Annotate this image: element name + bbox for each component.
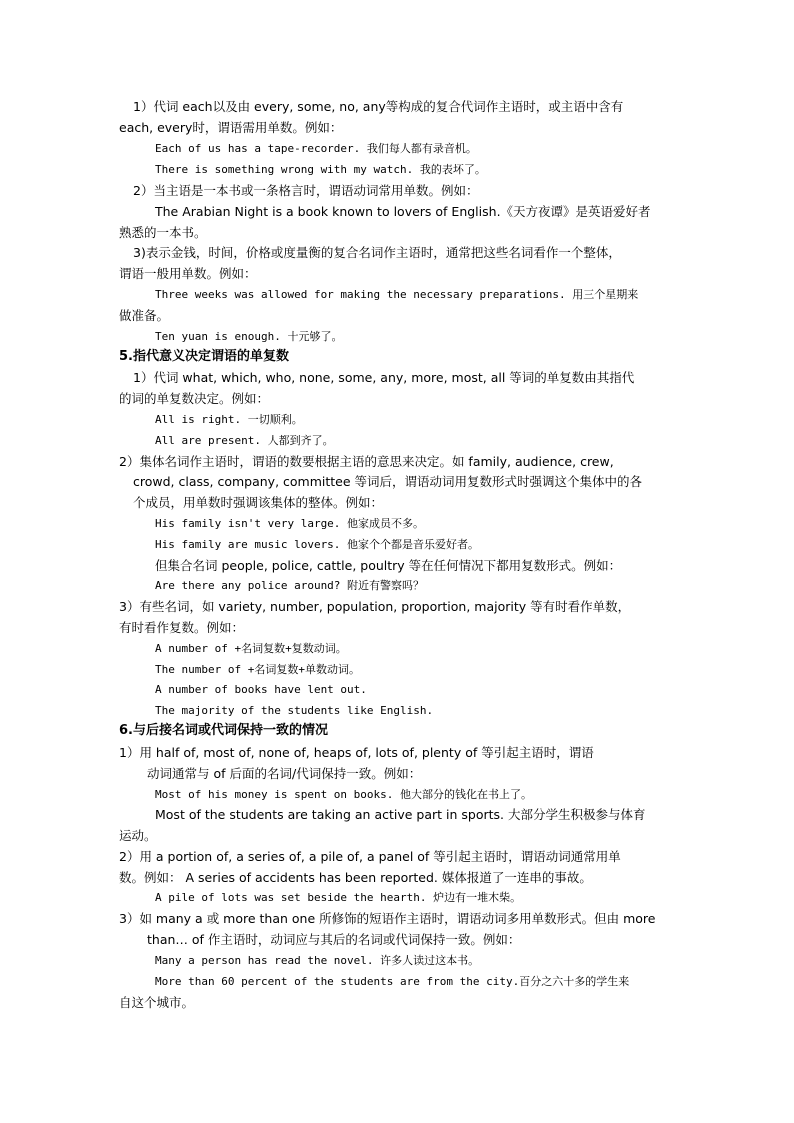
example-sentence: Each of us has a tape-recorder. 我们每人都有录音机。 xyxy=(155,142,477,155)
rule-item-1-line-1: 1）用 half of, most of, none of, heaps of, lots of, plenty of 等引起主语时，谓语 xyxy=(119,745,594,760)
example-sentence: Many a person has read the novel. 许多人读过这本书。 xyxy=(155,954,480,967)
example-sentence: There is something wrong with my watch. 我的表坏了。 xyxy=(155,163,486,176)
rule-item-2-line-2: crowd, class, company, committee 等词后，谓语动词用复数形式时强调这个集体中的各 xyxy=(133,474,643,489)
example-sentence-cont: 做准备。 xyxy=(119,308,170,323)
rule-item-2-line-3: 个成员，用单数时强调该集体的整体。例如： xyxy=(133,495,384,510)
rule-item-3-line-1: 3)表示金钱，时间，价格或度量衡的复合名词作主语时，通常把这些名词看作一个整体， xyxy=(133,245,621,260)
rule-item-3-line-1: 3）如 many a 或 more than one 所修饰的短语作主语时，谓语动词多用单数形式。但由 more xyxy=(119,911,656,926)
example-sentence: All is right. 一切顺利。 xyxy=(155,413,303,426)
rule-item-1-line-2: 动词通常与 of 后面的名词/代词保持一致。例如： xyxy=(147,766,422,781)
rule-item-1-line-1: 1）代词 each以及由 every, some, no, any等构成的复合代词作主语时，或主语中含有 xyxy=(133,99,624,114)
example-sentence: Are there any police around? 附近有警察吗？ xyxy=(155,579,425,592)
section-heading-5: 5.指代意义决定谓语的单复数 xyxy=(119,349,289,364)
rule-item-2-line-2: 数。例如： A series of accidents has been reported. 媒体报道了一连串的事故。 xyxy=(119,870,592,885)
rule-item-1-line-2: 的词的单复数决定。例如： xyxy=(119,391,270,406)
note-line: 但集合名词 people, police, cattle, poultry 等在任何情况下都用复数形式。例如： xyxy=(155,558,622,573)
rule-item-3-line-1: 3）有些名词，如 variety, number, population, proportion, majority 等有时看作单数， xyxy=(119,599,631,614)
rule-item-3-line-2: 谓语一般用单数。例如： xyxy=(119,266,257,281)
example-sentence-cont: 自这个城市。 xyxy=(119,995,195,1010)
example-sentence: A pile of lots was set beside the hearth. 炉边有一堆木柴。 xyxy=(155,891,522,904)
example-sentence: A number of +名词复数+复数动词。 xyxy=(155,642,347,655)
example-sentence: Ten yuan is enough. 十元够了。 xyxy=(155,330,343,343)
section-heading-6: 6.与后接名词或代词保持一致的情况 xyxy=(119,723,328,738)
example-sentence: His family are music lovers. 他家个个都是音乐爱好者。 xyxy=(155,538,480,551)
example-sentence-cont: 运动。 xyxy=(119,828,157,843)
rule-item-3-line-2: than… of 作主语时，动词应与其后的名词或代词保持一致。例如： xyxy=(147,932,521,947)
example-sentence: His family isn't very large. 他家成员不多。 xyxy=(155,517,425,530)
example-sentence: More than 60 percent of the students are from the city.百分之六十多的学生来 xyxy=(155,975,630,988)
rule-item-1-line-1: 1）代词 what, which, who, none, some, any, more, most, all 等词的单复数由其指代 xyxy=(133,370,635,385)
example-sentence: The number of +名词复数+单数动词。 xyxy=(155,663,360,676)
example-sentence: Most of the students are taking an active part in sports. 大部分学生积极参与体育 xyxy=(155,807,646,822)
example-sentence: A number of books have lent out. xyxy=(155,683,367,696)
example-sentence: All are present. 人都到齐了。 xyxy=(155,434,334,447)
rule-item-1-line-2: each, every时，谓语需用单数。例如： xyxy=(119,120,343,135)
example-sentence: Most of his money is spent on books. 他大部分的钱化在书上了。 xyxy=(155,788,533,801)
example-sentence-cont: 熟悉的一本书。 xyxy=(119,225,207,240)
example-sentence: The Arabian Night is a book known to lovers of English.《天方夜谭》是英语爱好者 xyxy=(155,204,651,219)
example-sentence: Three weeks was allowed for making the necessary preparations. 用三个星期来 xyxy=(155,288,639,301)
rule-item-2-line-1: 2）用 a portion of, a series of, a pile of, a panel of 等引起主语时，谓语动词通常用单 xyxy=(119,849,621,864)
rule-item-2: 2）当主语是一本书或一条格言时，谓语动词常用单数。例如： xyxy=(133,183,479,198)
rule-item-2-line-1: 2）集体名词作主语时，谓语的数要根据主语的意思来决定。如 family, audience, crew, xyxy=(119,454,614,469)
rule-item-3-line-2: 有时看作复数。例如： xyxy=(119,620,245,635)
example-sentence: The majority of the students like English. xyxy=(155,704,434,717)
